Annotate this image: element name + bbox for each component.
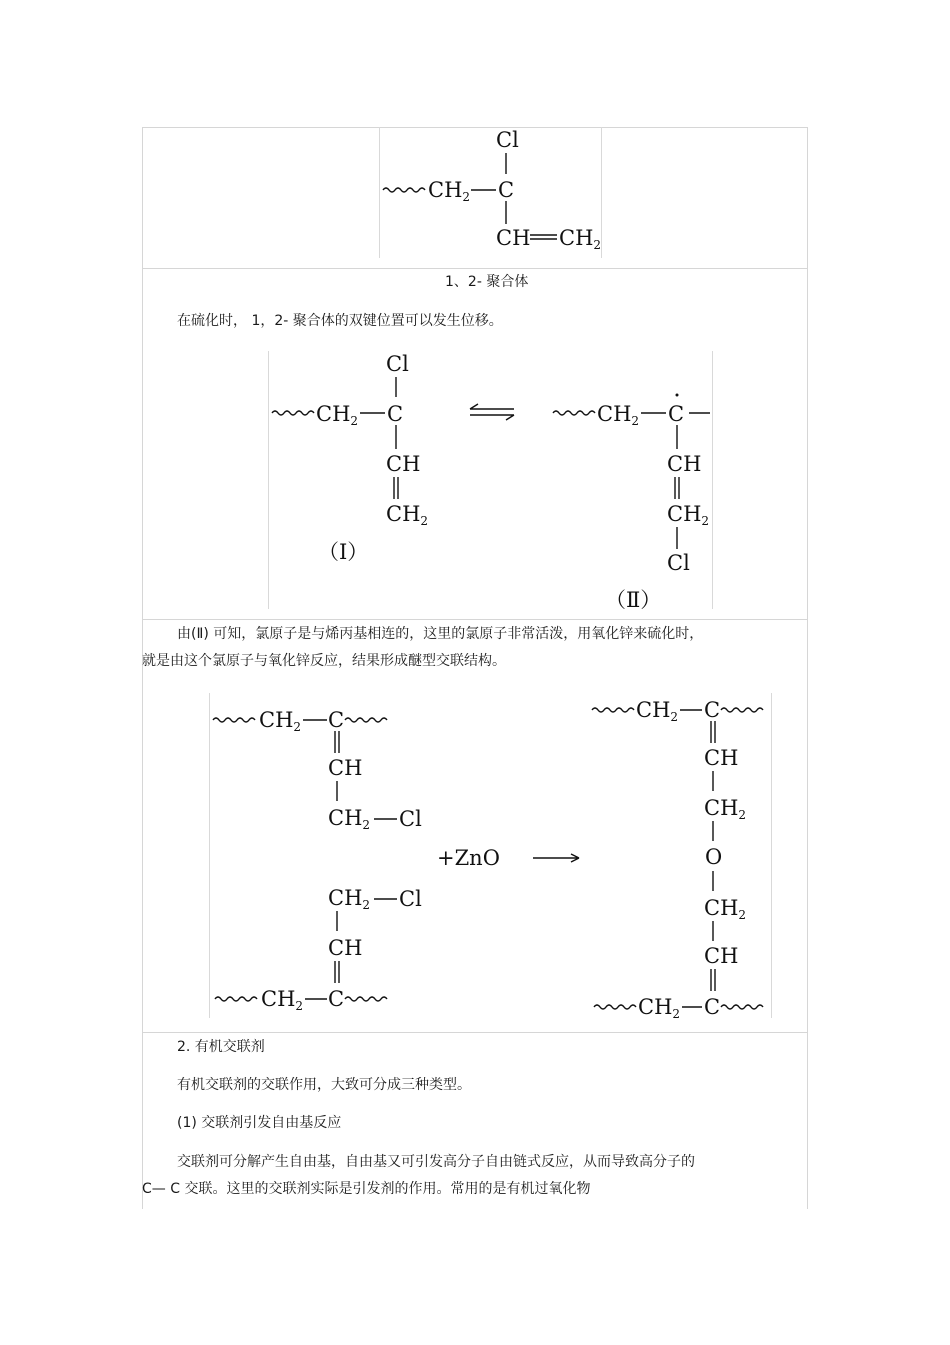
svg-text:CH2: CH2 bbox=[259, 708, 302, 734]
ch2-group: CH bbox=[704, 796, 739, 820]
svg-text:CH2: CH2 bbox=[559, 226, 602, 252]
ch2-group: CH bbox=[559, 226, 594, 250]
wavy-bond bbox=[345, 997, 387, 1001]
ch2-group: CH bbox=[667, 502, 702, 526]
ch2-group: CH bbox=[597, 402, 632, 426]
wavy-bond bbox=[594, 1005, 636, 1009]
chlorine-atom: Cl bbox=[667, 551, 690, 575]
figure-12-polymer bbox=[379, 127, 601, 262]
svg-text:CH2: CH2 bbox=[328, 886, 371, 912]
ch-group: CH bbox=[328, 756, 363, 780]
ch2-group: CH bbox=[328, 886, 363, 910]
wavy-bond bbox=[553, 411, 595, 415]
svg-text:CH2: CH2 bbox=[704, 896, 747, 922]
carbon-atom: C bbox=[668, 402, 685, 426]
divider bbox=[142, 1032, 807, 1033]
ch2-group: CH bbox=[261, 987, 296, 1011]
wavy-bond bbox=[383, 188, 425, 192]
ch2-group: CH bbox=[328, 806, 363, 830]
wavy-bond bbox=[721, 1005, 763, 1009]
carbon-atom: C bbox=[704, 995, 721, 1019]
equilibrium-arrow bbox=[470, 415, 514, 420]
figure-double-bond-shift bbox=[268, 351, 713, 613]
carbon-atom: C bbox=[387, 402, 404, 426]
paragraph: 由(Ⅱ) 可知，氯原子是与烯丙基相连的，这里的氯原子非常活泼，用氧化锌来硫化时， bbox=[177, 626, 704, 642]
ch-group: CH bbox=[704, 746, 739, 770]
svg-text:CH2: CH2 bbox=[386, 502, 429, 528]
ch2-group: CH bbox=[638, 995, 673, 1019]
equilibrium-arrow bbox=[470, 404, 514, 409]
carbon-atom: C bbox=[704, 698, 721, 722]
wavy-bond bbox=[213, 718, 255, 722]
divider bbox=[142, 619, 807, 620]
chlorine-atom: Cl bbox=[386, 352, 409, 376]
paragraph: 有机交联剂的交联作用，大致可分成三种类型。 bbox=[177, 1077, 471, 1093]
ch2-group: CH bbox=[704, 896, 739, 920]
section-heading: 2. 有机交联剂 bbox=[177, 1039, 265, 1055]
svg-text:CH2: CH2 bbox=[428, 178, 471, 204]
carbon-atom: C bbox=[328, 708, 345, 732]
paragraph: 就是由这个氯原子与氧化锌反应，结果形成醚型交联结构。 bbox=[142, 653, 506, 669]
figure-caption: 1、2- 聚合体 bbox=[445, 274, 529, 290]
ch2-group: CH bbox=[636, 698, 671, 722]
svg-text:CH2: CH2 bbox=[667, 502, 710, 528]
ch-group: CH bbox=[667, 452, 702, 476]
svg-text:CH2: CH2 bbox=[261, 987, 304, 1013]
ch-group: CH bbox=[496, 226, 531, 250]
carbon-atom: C bbox=[498, 178, 515, 202]
ch-group: CH bbox=[328, 936, 363, 960]
chlorine-atom: Cl bbox=[399, 887, 422, 911]
wavy-bond bbox=[592, 708, 634, 712]
oxygen-atom: O bbox=[705, 845, 723, 869]
ch-group: CH bbox=[386, 452, 421, 476]
wavy-bond bbox=[345, 718, 387, 722]
paragraph: C— C 交联。这里的交联剂实际是引发剂的作用。常用的是有机过氧化物 bbox=[142, 1181, 591, 1197]
wavy-bond bbox=[215, 997, 257, 1001]
svg-text:CH2: CH2 bbox=[328, 806, 371, 832]
carbon-atom: C bbox=[328, 987, 345, 1011]
zno-reagent: +ZnO bbox=[437, 846, 500, 870]
svg-text:CH2: CH2 bbox=[597, 402, 640, 428]
svg-text:CH2: CH2 bbox=[636, 698, 679, 724]
ch-group: CH bbox=[704, 944, 739, 968]
ch2-group: CH bbox=[259, 708, 294, 732]
divider bbox=[142, 268, 807, 269]
ch2-group: CH bbox=[316, 402, 351, 426]
svg-text:CH2: CH2 bbox=[316, 402, 359, 428]
paragraph: 交联剂可分解产生自由基，自由基又可引发高分子自由链式反应，从而导致高分子的 bbox=[177, 1154, 695, 1170]
reaction-arrow bbox=[533, 854, 579, 862]
chlorine-atom: Cl bbox=[399, 807, 422, 831]
paragraph: 在硫化时， 1，2- 聚合体的双键位置可以发生位移。 bbox=[177, 313, 503, 329]
sub-heading: (1) 交联剂引发自由基反应 bbox=[177, 1115, 342, 1131]
ch2-group: CH bbox=[428, 178, 463, 202]
wavy-bond bbox=[721, 708, 763, 712]
ch2-group: CH bbox=[386, 502, 421, 526]
svg-text:CH2: CH2 bbox=[704, 796, 747, 822]
radical-dot bbox=[676, 394, 679, 397]
svg-text:CH2: CH2 bbox=[638, 995, 681, 1021]
figure-zno-crosslink bbox=[209, 693, 772, 1023]
structure-label: （Ⅱ） bbox=[605, 588, 662, 612]
structure-label: （Ⅰ） bbox=[318, 540, 369, 564]
wavy-bond bbox=[272, 411, 314, 415]
chlorine-atom: Cl bbox=[496, 128, 519, 152]
